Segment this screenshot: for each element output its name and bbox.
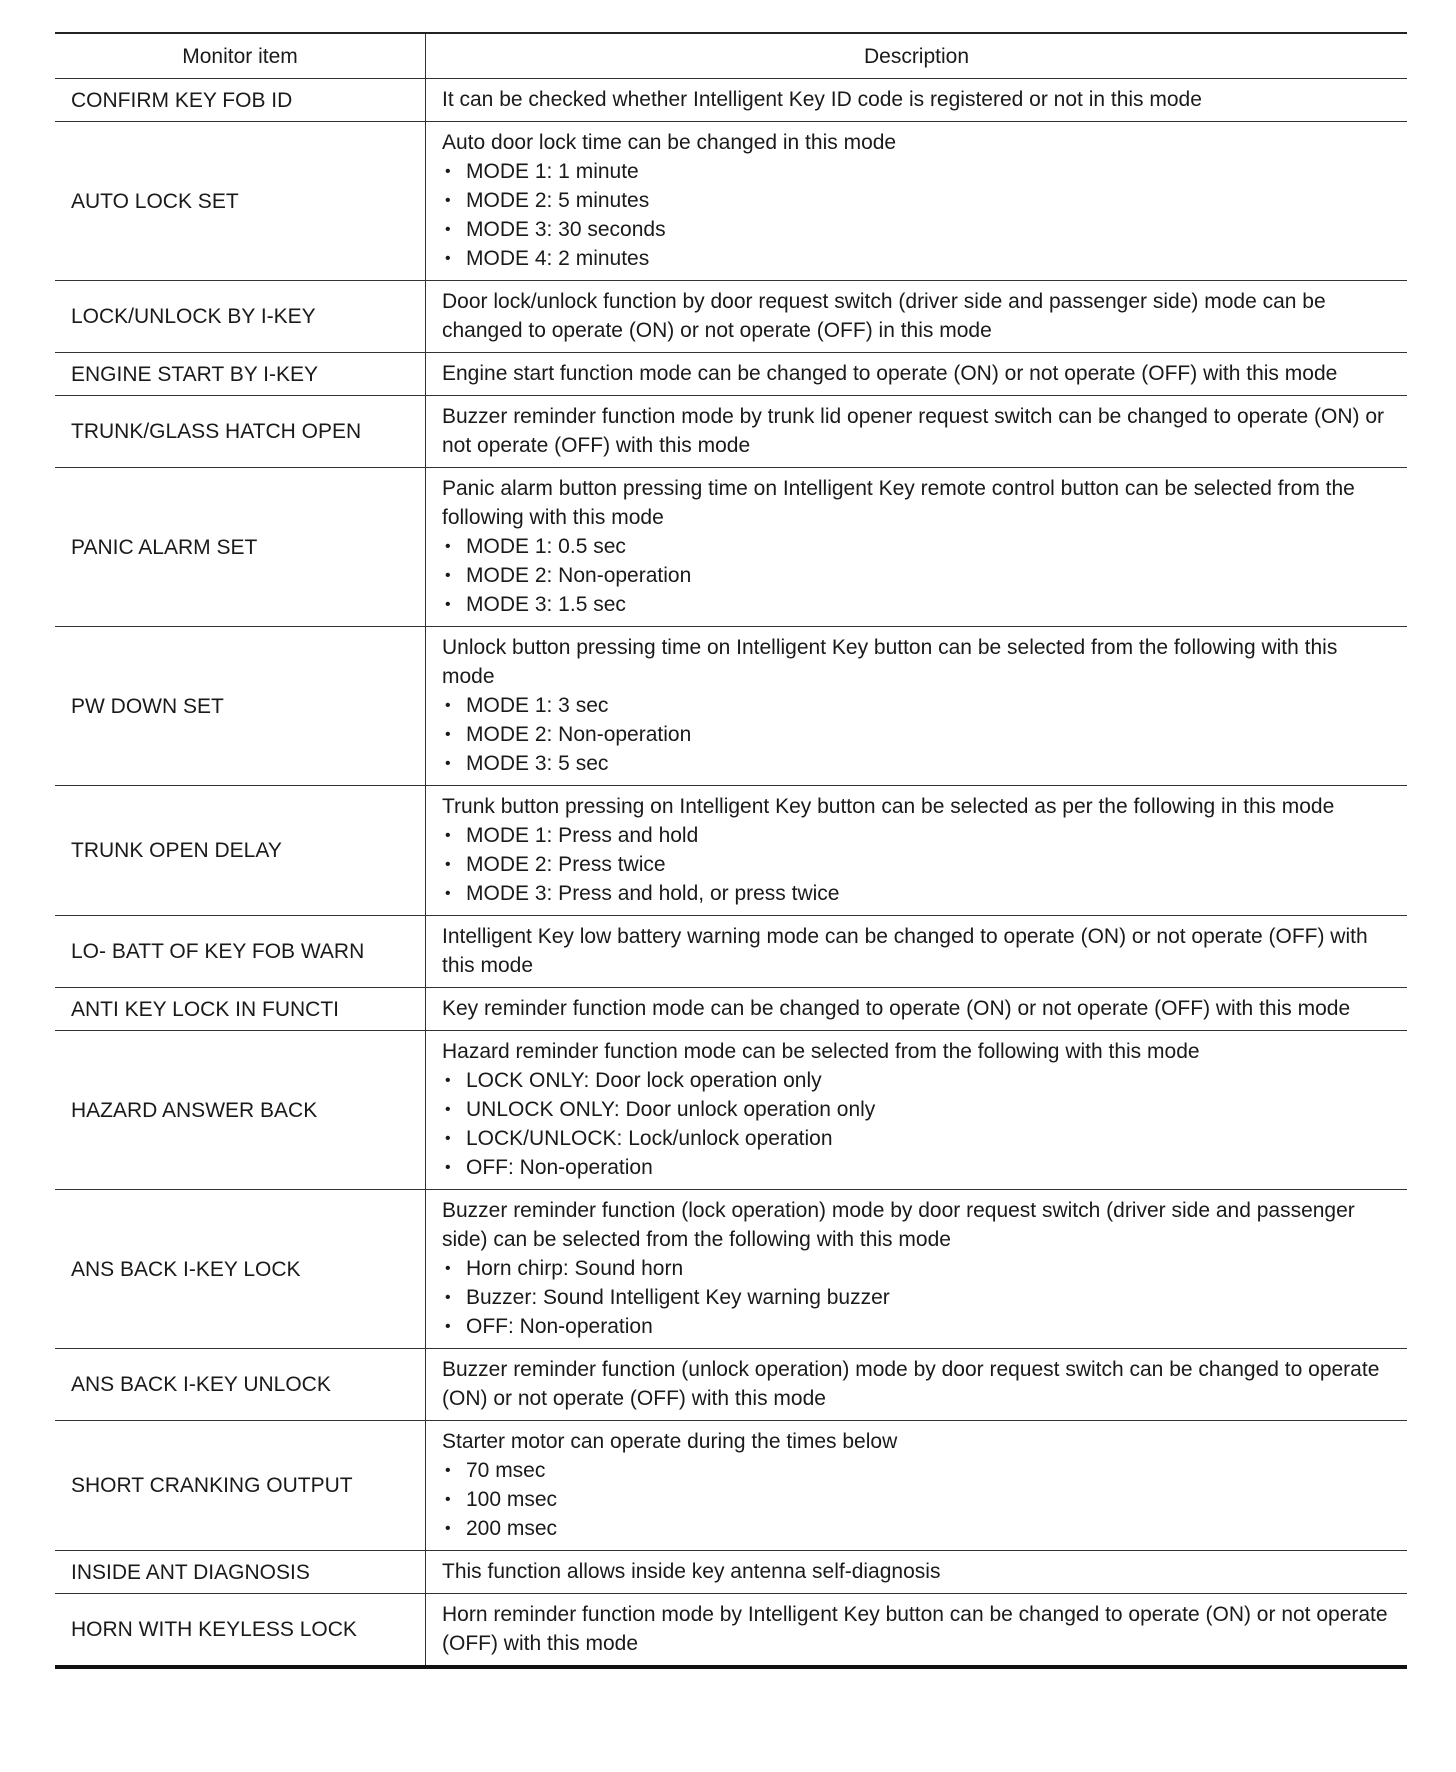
option-list <box>442 157 1391 273</box>
table-row <box>55 281 1407 353</box>
table-body <box>55 79 1407 1668</box>
header-description: Description <box>426 33 1408 79</box>
description-cell <box>426 396 1408 468</box>
monitor-item-cell: HORN WITH KEYLESS LOCK <box>55 1594 426 1668</box>
table-row <box>55 1594 1407 1668</box>
monitor-item-cell: SHORT CRANKING OUTPUT <box>55 1421 426 1551</box>
description-cell <box>426 1551 1408 1594</box>
description-cell <box>426 281 1408 353</box>
table-row <box>55 1349 1407 1421</box>
option-list-item: • MODE 2: 5 minutes <box>442 186 1391 215</box>
description-text: Auto door lock time can be changed in this mode <box>442 131 897 154</box>
description-cell <box>426 786 1408 916</box>
option-list-item: • MODE 3: 1.5 sec <box>442 590 1391 619</box>
description-cell <box>426 1594 1408 1668</box>
description-text: Buzzer reminder function (lock operation) mode by door request switch (driver side and passenger side) can be selected from the following with this mode <box>442 1199 1355 1251</box>
monitor-item-cell: PW DOWN SET <box>55 627 426 786</box>
monitor-item-cell: TRUNK OPEN DELAY <box>55 786 426 916</box>
table-row <box>55 353 1407 396</box>
monitor-item-cell: INSIDE ANT DIAGNOSIS <box>55 1551 426 1594</box>
description-text: Engine start function mode can be changed to operate (ON) or not operate (OFF) with this mode <box>442 362 1338 385</box>
option-list <box>442 691 1391 778</box>
table-row <box>55 1551 1407 1594</box>
description-cell <box>426 988 1408 1031</box>
description-text: It can be checked whether Intelligent Key ID code is registered or not in this mode <box>442 88 1202 111</box>
option-list-item: • 100 msec <box>442 1485 1391 1514</box>
option-list-item: • MODE 1: 1 minute <box>442 157 1391 186</box>
description-cell <box>426 1349 1408 1421</box>
monitor-item-cell: TRUNK/GLASS HATCH OPEN <box>55 396 426 468</box>
option-list-item: • 200 msec <box>442 1514 1391 1543</box>
description-text: Buzzer reminder function mode by trunk lid opener request switch can be changed to operate (ON) or not operate (OFF) with this mode <box>442 405 1384 457</box>
monitor-item-cell: ANS BACK I-KEY LOCK <box>55 1190 426 1349</box>
monitor-item-cell: ANS BACK I-KEY UNLOCK <box>55 1349 426 1421</box>
option-list-item: • Horn chirp: Sound horn <box>442 1254 1391 1283</box>
table-row <box>55 468 1407 627</box>
option-list-item: • MODE 2: Non-operation <box>442 561 1391 590</box>
description-cell <box>426 627 1408 786</box>
option-list-item: • MODE 2: Non-operation <box>442 720 1391 749</box>
description-cell <box>426 122 1408 281</box>
description-cell <box>426 916 1408 988</box>
monitor-item-cell: HAZARD ANSWER BACK <box>55 1031 426 1190</box>
description-cell <box>426 353 1408 396</box>
monitor-item-cell: ANTI KEY LOCK IN FUNCTI <box>55 988 426 1031</box>
option-list-item: • UNLOCK ONLY: Door unlock operation only <box>442 1095 1391 1124</box>
monitor-item-table-container <box>55 32 1407 1669</box>
description-text: Horn reminder function mode by Intelligent Key button can be changed to operate (ON) or not operate (OFF) with this mode <box>442 1603 1388 1655</box>
option-list-item: • MODE 1: Press and hold <box>442 821 1391 850</box>
monitor-item-cell: AUTO LOCK SET <box>55 122 426 281</box>
monitor-item-cell: LOCK/UNLOCK BY I-KEY <box>55 281 426 353</box>
monitor-item-cell: CONFIRM KEY FOB ID <box>55 79 426 122</box>
option-list <box>442 821 1391 908</box>
header-monitor-item: Monitor item <box>55 33 426 79</box>
option-list-item: • MODE 3: Press and hold, or press twice <box>442 879 1391 908</box>
description-text: This function allows inside key antenna self-diagnosis <box>442 1560 941 1583</box>
table-row <box>55 1031 1407 1190</box>
table-row <box>55 988 1407 1031</box>
description-cell <box>426 1421 1408 1551</box>
description-text: Hazard reminder function mode can be selected from the following with this mode <box>442 1040 1200 1063</box>
table-row <box>55 396 1407 468</box>
option-list <box>442 532 1391 619</box>
option-list-item: • LOCK/UNLOCK: Lock/unlock operation <box>442 1124 1391 1153</box>
option-list-item: • MODE 1: 0.5 sec <box>442 532 1391 561</box>
description-text: Trunk button pressing on Intelligent Key button can be selected as per the following in this mode <box>442 795 1335 818</box>
description-text: Door lock/unlock function by door request switch (driver side and passenger side) mode can be changed to operate (ON) or not operate (OFF) in this mode <box>442 290 1326 342</box>
description-text: Buzzer reminder function (unlock operation) mode by door request switch can be changed to operate (ON) or not operate (OFF) with this mode <box>442 1358 1380 1410</box>
option-list-item: • MODE 1: 3 sec <box>442 691 1391 720</box>
table-header-row <box>55 33 1407 79</box>
option-list-item: • MODE 3: 5 sec <box>442 749 1391 778</box>
description-text: Intelligent Key low battery warning mode can be changed to operate (ON) or not operate (OFF) with this mode <box>442 925 1368 977</box>
table-row <box>55 627 1407 786</box>
option-list-item: • LOCK ONLY: Door lock operation only <box>442 1066 1391 1095</box>
option-list-item: • OFF: Non-operation <box>442 1312 1391 1341</box>
option-list-item: • 70 msec <box>442 1456 1391 1485</box>
monitor-item-cell: PANIC ALARM SET <box>55 468 426 627</box>
description-text: Unlock button pressing time on Intelligent Key button can be selected from the following with this mode <box>442 636 1338 688</box>
monitor-item-table <box>55 32 1407 1669</box>
table-row <box>55 122 1407 281</box>
description-text: Starter motor can operate during the times below <box>442 1430 898 1453</box>
option-list-item: • Buzzer: Sound Intelligent Key warning buzzer <box>442 1283 1391 1312</box>
description-cell <box>426 1190 1408 1349</box>
table-row <box>55 786 1407 916</box>
option-list <box>442 1456 1391 1543</box>
description-text: Key reminder function mode can be changed to operate (ON) or not operate (OFF) with this mode <box>442 997 1351 1020</box>
option-list-item: • MODE 4: 2 minutes <box>442 244 1391 273</box>
option-list <box>442 1254 1391 1341</box>
table-row <box>55 1190 1407 1349</box>
description-text: Panic alarm button pressing time on Intelligent Key remote control button can be selected from the following with this mode <box>442 477 1355 529</box>
option-list <box>442 1066 1391 1182</box>
description-cell <box>426 1031 1408 1190</box>
table-row <box>55 1421 1407 1551</box>
table-row <box>55 79 1407 122</box>
description-cell <box>426 79 1408 122</box>
table-row <box>55 916 1407 988</box>
option-list-item: • MODE 2: Press twice <box>442 850 1391 879</box>
monitor-item-cell: LO- BATT OF KEY FOB WARN <box>55 916 426 988</box>
description-cell <box>426 468 1408 627</box>
monitor-item-cell: ENGINE START BY I-KEY <box>55 353 426 396</box>
option-list-item: • MODE 3: 30 seconds <box>442 215 1391 244</box>
option-list-item: • OFF: Non-operation <box>442 1153 1391 1182</box>
